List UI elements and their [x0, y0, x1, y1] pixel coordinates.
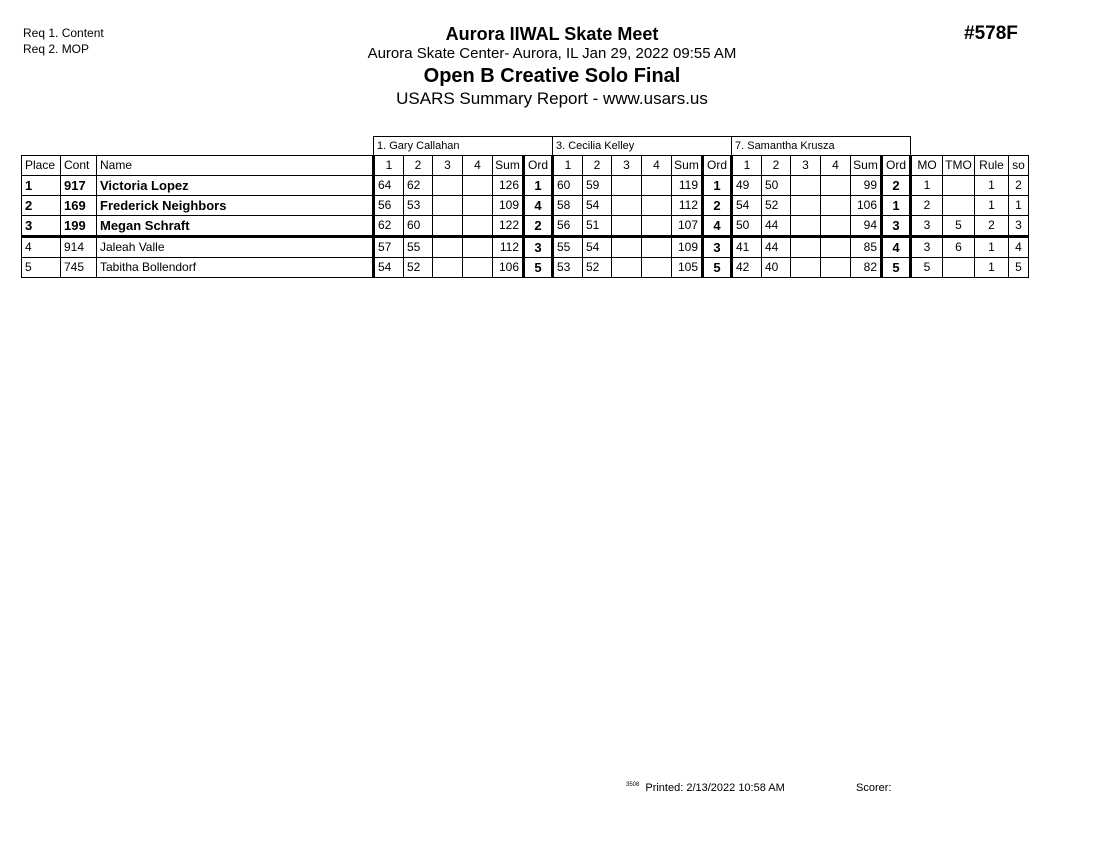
contestant-number-cell: 917	[61, 176, 97, 196]
judge-2-score-4-cell	[642, 216, 672, 237]
rule-cell: 1	[975, 176, 1009, 196]
requirement-1: Req 1. Content	[23, 26, 104, 40]
judge-3-ord-cell: 4	[882, 237, 911, 258]
event-title: Open B Creative Solo Final	[423, 65, 681, 87]
judge-1-score-2-cell: 55	[404, 237, 433, 258]
mo-cell: 1	[911, 176, 943, 196]
judge-3-ord-cell: 5	[882, 258, 911, 278]
judge-2-score-4-cell	[642, 237, 672, 258]
judge-2-sum-cell: 109	[672, 237, 703, 258]
judge-3-sum-cell: 106	[851, 196, 882, 216]
so-cell: 1	[1009, 196, 1029, 216]
judge-1-score-2-cell: 60	[404, 216, 433, 237]
judge-2-ord-cell: 2	[703, 196, 732, 216]
print-info	[626, 782, 785, 794]
printed-timestamp: Printed: 2/13/2022 10:58 AM	[645, 782, 785, 794]
judge-2-name: 3. Cecilia Kelley	[553, 137, 732, 156]
judge-3-score-4-cell	[821, 176, 851, 196]
header-judge-3-score-1: 1	[732, 156, 762, 176]
header-name: Name	[97, 156, 374, 176]
header-judge-3-score-3: 3	[791, 156, 821, 176]
judge-1-score-1-cell: 62	[374, 216, 404, 237]
judge-3-score-3-cell	[791, 196, 821, 216]
tmo-cell: 5	[943, 216, 975, 237]
table-row	[22, 258, 1029, 278]
skater-name-cell: Jaleah Valle	[97, 237, 374, 258]
judge-1-score-1-cell: 64	[374, 176, 404, 196]
judge-2-score-4-cell	[642, 176, 672, 196]
requirement-2: Req 2. MOP	[23, 42, 90, 56]
header-rule: Rule	[975, 156, 1009, 176]
judge-3-sum-cell: 99	[851, 176, 882, 196]
place-cell: 4	[22, 237, 61, 258]
header-judge-1-ord: Ord	[524, 156, 553, 176]
judge-2-score-2-cell: 52	[583, 258, 612, 278]
rule-cell: 1	[975, 196, 1009, 216]
tmo-cell	[943, 196, 975, 216]
judge-1-score-4-cell	[463, 196, 493, 216]
column-header-row	[22, 156, 1029, 176]
judge-3-ord-cell: 1	[882, 196, 911, 216]
header-judge-2-score-4: 4	[642, 156, 672, 176]
header-judge-3-score-4: 4	[821, 156, 851, 176]
place-cell: 5	[22, 258, 61, 278]
document-number: #578F	[964, 23, 1018, 44]
judge-1-score-4-cell	[463, 176, 493, 196]
judge-3-sum-cell: 85	[851, 237, 882, 258]
header-judge-1-score-3: 3	[433, 156, 463, 176]
judge-1-score-3-cell	[433, 216, 463, 237]
judge-3-score-2-cell: 44	[762, 237, 791, 258]
tmo-cell: 6	[943, 237, 975, 258]
mo-cell: 3	[911, 237, 943, 258]
footer-code: 3508	[626, 782, 640, 788]
judge-3-score-2-cell: 44	[762, 216, 791, 237]
judge-2-score-4-cell	[642, 196, 672, 216]
judge-3-score-3-cell	[791, 216, 821, 237]
header-judge-2-score-2: 2	[583, 156, 612, 176]
judge-3-score-4-cell	[821, 216, 851, 237]
judge-2-score-4-cell	[642, 258, 672, 278]
judge-1-score-2-cell: 53	[404, 196, 433, 216]
judge-1-score-3-cell	[433, 196, 463, 216]
judge-3-score-4-cell	[821, 196, 851, 216]
header-mo: MO	[911, 156, 943, 176]
judge-2-score-1-cell: 55	[553, 237, 583, 258]
so-cell: 5	[1009, 258, 1029, 278]
judge-2-ord-cell: 3	[703, 237, 732, 258]
contestant-number-cell: 745	[61, 258, 97, 278]
contestant-number-cell: 914	[61, 237, 97, 258]
results-table	[21, 136, 1029, 278]
judge-2-score-3-cell	[612, 176, 642, 196]
judge-2-ord-cell: 5	[703, 258, 732, 278]
table-row	[22, 176, 1029, 196]
judge-1-sum-cell: 122	[493, 216, 524, 237]
judge-1-name: 1. Gary Callahan	[374, 137, 553, 156]
header-judge-2-sum: Sum	[672, 156, 703, 176]
judge-3-score-4-cell	[821, 237, 851, 258]
judge-1-score-4-cell	[463, 216, 493, 237]
judge-1-sum-cell: 112	[493, 237, 524, 258]
skater-name-cell: Tabitha Bollendorf	[97, 258, 374, 278]
header-judge-2-score-3: 3	[612, 156, 642, 176]
judge-2-score-1-cell: 53	[553, 258, 583, 278]
judge-1-score-1-cell: 56	[374, 196, 404, 216]
rule-cell: 1	[975, 237, 1009, 258]
judge-2-score-3-cell	[612, 196, 642, 216]
rule-cell: 2	[975, 216, 1009, 237]
scorer-label: Scorer:	[856, 782, 892, 794]
judge-1-score-3-cell	[433, 258, 463, 278]
judge-3-score-4-cell	[821, 258, 851, 278]
judge-2-score-2-cell: 51	[583, 216, 612, 237]
judge-3-sum-cell: 82	[851, 258, 882, 278]
judges-row	[22, 137, 1029, 156]
judge-2-score-1-cell: 60	[553, 176, 583, 196]
judge-3-score-1-cell: 49	[732, 176, 762, 196]
header-judge-2-ord: Ord	[703, 156, 732, 176]
skater-name-cell: Frederick Neighbors	[97, 196, 374, 216]
judge-2-score-2-cell: 54	[583, 196, 612, 216]
judge-1-score-4-cell	[463, 258, 493, 278]
judge-2-sum-cell: 107	[672, 216, 703, 237]
rule-cell: 1	[975, 258, 1009, 278]
header-judge-1-score-4: 4	[463, 156, 493, 176]
judge-2-ord-cell: 4	[703, 216, 732, 237]
judge-1-ord-cell: 2	[524, 216, 553, 237]
header-judge-3-ord: Ord	[882, 156, 911, 176]
judge-3-score-2-cell: 50	[762, 176, 791, 196]
judge-1-sum-cell: 126	[493, 176, 524, 196]
judge-1-score-2-cell: 52	[404, 258, 433, 278]
header-judge-1-score-1: 1	[374, 156, 404, 176]
judge-2-sum-cell: 112	[672, 196, 703, 216]
meet-location: Aurora Skate Center- Aurora, IL Jan 29, 2022 09:55 AM	[367, 45, 737, 62]
mo-cell: 2	[911, 196, 943, 216]
judge-3-ord-cell: 2	[882, 176, 911, 196]
place-cell: 1	[22, 176, 61, 196]
table-row	[22, 237, 1029, 258]
header-cont: Cont	[61, 156, 97, 176]
judge-1-score-4-cell	[463, 237, 493, 258]
header-so: so	[1009, 156, 1029, 176]
judge-3-score-1-cell: 54	[732, 196, 762, 216]
judge-1-ord-cell: 1	[524, 176, 553, 196]
judge-3-score-3-cell	[791, 237, 821, 258]
judge-3-score-3-cell	[791, 258, 821, 278]
mo-cell: 5	[911, 258, 943, 278]
so-cell: 2	[1009, 176, 1029, 196]
judge-1-ord-cell: 3	[524, 237, 553, 258]
judge-2-sum-cell: 105	[672, 258, 703, 278]
judge-3-score-2-cell: 40	[762, 258, 791, 278]
requirements-list	[23, 25, 104, 57]
contestant-number-cell: 199	[61, 216, 97, 237]
judge-3-score-3-cell	[791, 176, 821, 196]
judge-2-sum-cell: 119	[672, 176, 703, 196]
so-cell: 4	[1009, 237, 1029, 258]
judge-3-score-2-cell: 52	[762, 196, 791, 216]
meet-title: Aurora IIWAL Skate Meet	[445, 24, 659, 44]
header-judge-1-sum: Sum	[493, 156, 524, 176]
judge-1-ord-cell: 4	[524, 196, 553, 216]
mo-cell: 3	[911, 216, 943, 237]
judge-1-score-1-cell: 57	[374, 237, 404, 258]
header-judge-2-score-1: 1	[553, 156, 583, 176]
table-row	[22, 196, 1029, 216]
header-judge-3-sum: Sum	[851, 156, 882, 176]
judge-3-score-1-cell: 41	[732, 237, 762, 258]
judge-2-score-1-cell: 56	[553, 216, 583, 237]
tmo-cell	[943, 258, 975, 278]
judge-2-score-3-cell	[612, 237, 642, 258]
place-cell: 3	[22, 216, 61, 237]
tmo-cell	[943, 176, 975, 196]
skater-name-cell: Victoria Lopez	[97, 176, 374, 196]
report-title: USARS Summary Report - www.usars.us	[396, 89, 708, 108]
judge-1-ord-cell: 5	[524, 258, 553, 278]
judge-3-sum-cell: 94	[851, 216, 882, 237]
judge-2-score-2-cell: 54	[583, 237, 612, 258]
place-cell: 2	[22, 196, 61, 216]
judge-2-ord-cell: 1	[703, 176, 732, 196]
judge-1-score-3-cell	[433, 176, 463, 196]
judge-1-sum-cell: 106	[493, 258, 524, 278]
so-cell: 3	[1009, 216, 1029, 237]
header-tmo: TMO	[943, 156, 975, 176]
judge-1-sum-cell: 109	[493, 196, 524, 216]
judge-1-score-1-cell: 54	[374, 258, 404, 278]
judge-3-ord-cell: 3	[882, 216, 911, 237]
contestant-number-cell: 169	[61, 196, 97, 216]
header-judge-1-score-2: 2	[404, 156, 433, 176]
judge-3-score-1-cell: 50	[732, 216, 762, 237]
judge-2-score-2-cell: 59	[583, 176, 612, 196]
skater-name-cell: Megan Schraft	[97, 216, 374, 237]
judge-2-score-3-cell	[612, 216, 642, 237]
judge-1-score-2-cell: 62	[404, 176, 433, 196]
judge-3-score-1-cell: 42	[732, 258, 762, 278]
header-place: Place	[22, 156, 61, 176]
judge-2-score-3-cell	[612, 258, 642, 278]
header-judge-3-score-2: 2	[762, 156, 791, 176]
report-header	[302, 24, 802, 110]
judge-2-score-1-cell: 58	[553, 196, 583, 216]
judge-1-score-3-cell	[433, 237, 463, 258]
judge-3-name: 7. Samantha Krusza	[732, 137, 911, 156]
table-row	[22, 216, 1029, 237]
